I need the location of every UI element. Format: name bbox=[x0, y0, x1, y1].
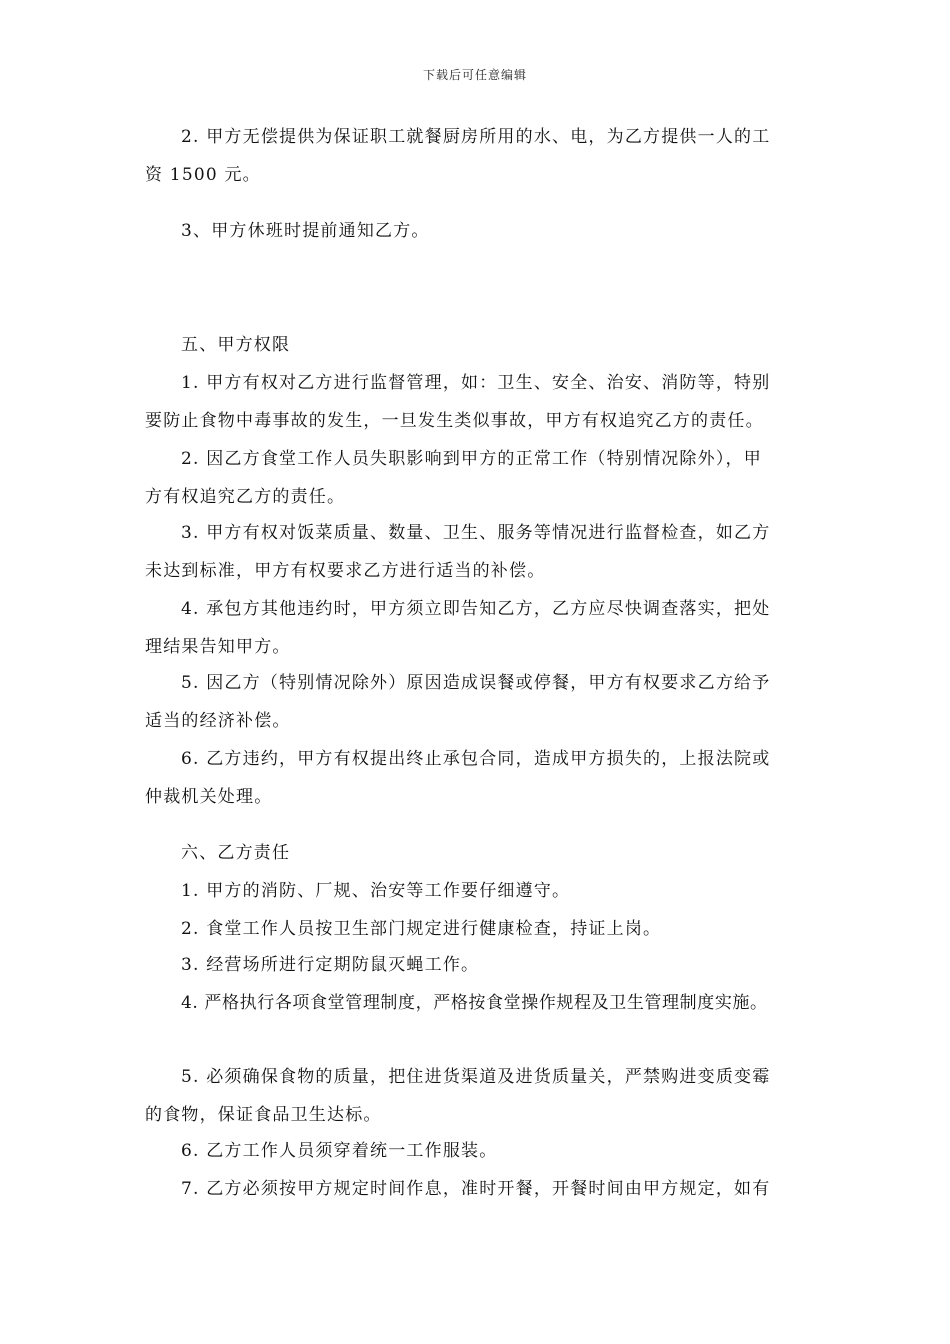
paragraph-line: 3、甲方休班时提前通知乙方。 bbox=[181, 221, 430, 241]
paragraph-line: 要防止食物中毒事故的发生，一旦发生类似事故，甲方有权追究乙方的责任。 bbox=[145, 411, 764, 431]
paragraph-line: 适当的经济补偿。 bbox=[145, 711, 291, 731]
paragraph-line: 5. 因乙方（特别情况除外）原因造成误餐或停餐，甲方有权要求乙方给予 bbox=[181, 673, 771, 693]
paragraph-line: 1. 甲方的消防、厂规、治安等工作要仔细遵守。 bbox=[181, 881, 571, 901]
paragraph-line: 的食物，保证食品卫生达标。 bbox=[145, 1105, 382, 1125]
paragraph-line: 6. 乙方工作人员须穿着统一工作服装。 bbox=[181, 1141, 498, 1161]
section-heading: 六、乙方责任 bbox=[181, 843, 291, 863]
paragraph-line: 5. 必须确保食物的质量，把住进货渠道及进货质量关，严禁购进变质变霉 bbox=[181, 1067, 771, 1087]
paragraph-line: 2. 因乙方食堂工作人员失职影响到甲方的正常工作（特别情况除外），甲 bbox=[181, 449, 762, 469]
paragraph-line: 资 1500 元。 bbox=[145, 165, 261, 185]
paragraph-line: 3. 经营场所进行定期防鼠灭蝇工作。 bbox=[181, 955, 480, 975]
section-heading: 五、甲方权限 bbox=[181, 335, 291, 355]
paragraph-line: 仲裁机关处理。 bbox=[145, 787, 273, 807]
paragraph-line: 7. 乙方必须按甲方规定时间作息，准时开餐，开餐时间由甲方规定，如有 bbox=[181, 1179, 771, 1199]
paragraph-line: 理结果告知甲方。 bbox=[145, 637, 291, 657]
paragraph-line: 6. 乙方违约，甲方有权提出终止承包合同，造成甲方损失的，上报法院或 bbox=[181, 749, 771, 769]
paragraph-line: 4. 严格执行各项食堂管理制度，严格按食堂操作规程及卫生管理制度实施。 bbox=[181, 993, 768, 1013]
paragraph-line: 方有权追究乙方的责任。 bbox=[145, 487, 346, 507]
page-header: 下载后可任意编辑 bbox=[422, 68, 527, 82]
paragraph-line: 4. 承包方其他违约时，甲方须立即告知乙方，乙方应尽快调查落实，把处 bbox=[181, 599, 771, 619]
paragraph-line: 1. 甲方有权对乙方进行监督管理，如：卫生、安全、治安、消防等，特别 bbox=[181, 373, 771, 393]
paragraph-line: 2. 甲方无偿提供为保证职工就餐厨房所用的水、电，为乙方提供一人的工 bbox=[181, 127, 771, 147]
paragraph-line: 未达到标准，甲方有权要求乙方进行适当的补偿。 bbox=[145, 561, 546, 581]
paragraph-line: 2. 食堂工作人员按卫生部门规定进行健康检查，持证上岗。 bbox=[181, 919, 662, 939]
paragraph-line: 3. 甲方有权对饭菜质量、数量、卫生、服务等情况进行监督检查，如乙方 bbox=[181, 523, 771, 543]
